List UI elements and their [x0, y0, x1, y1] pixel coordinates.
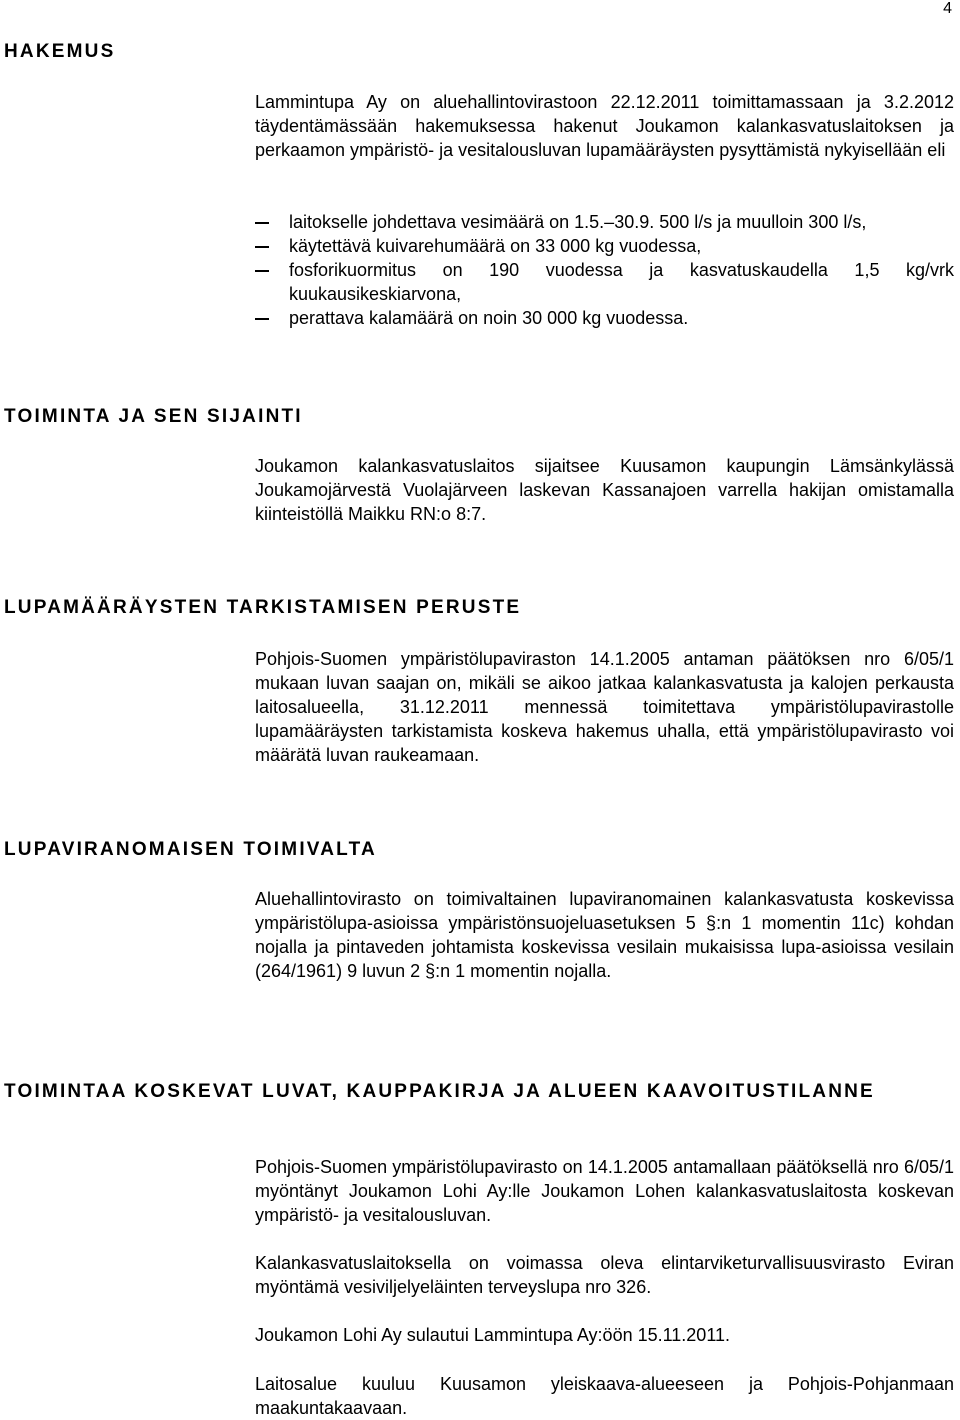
peruste-text: Pohjois-Suomen ympäristölupaviraston 14.1.2005 antaman päätöksen nro 6/05/1 mukaan luvan saajan on, mikäli se aikoo jatkaa kalankasvatusta ja kalojen perkausta laitosalueella, 31.12.2011 mennessä toimitettava ympäristölupavirastolle lupamääräysten tarkistamista koskeva hakemus uhalla, että ympäristölupavirasto voi määrätä luvan raukeamaan.	[255, 649, 954, 765]
heading-toiminta: TOIMINTA JA SEN SIJAINTI	[4, 406, 303, 427]
list-item: perattava kalamäärä on noin 30 000 kg vuodessa.	[255, 306, 954, 330]
toiminta-text: Joukamon kalankasvatuslaitos sijaitsee Kuusamon kaupungin Lämsänkylässä Joukamojärvestä Vuolajärveen laskevan Kassanajoen varrella hakijan omistamalla kiinteistöllä Maikku RN:o 8:7.	[255, 456, 954, 524]
list-item: käytettävä kuivarehumäärä on 33 000 kg vuodessa,	[255, 234, 954, 258]
toimivalta-text: Aluehallintovirasto on toimivaltainen lupaviranomainen kalankasvatusta koskevissa ympäristölupa-asioissa ympäristönsuojeluasetuksen 5 §:n 1 momentin 11c) kohdan nojalla ja pintaveden johtamista koskevissa vesilain mukaisissa lupa-asioissa vesilain (264/1961) 9 luvun 2 §:n 1 momentin nojalla.	[255, 889, 954, 981]
luvat-paragraph-4: Laitosalue kuuluu Kuusamon yleiskaava-alueeseen ja Pohjois-Pohjanmaan maakuntakaavaan.	[255, 1374, 954, 1418]
luvat-paragraph-3: Joukamon Lohi Ay sulautui Lammintupa Ay:öön 15.11.2011.	[255, 1325, 731, 1345]
hakemus-bullet-list	[255, 210, 954, 330]
luvat-paragraph-2: Kalankasvatuslaitoksella on voimassa oleva elintarviketurvallisuusvirasto Eviran myöntämä vesiviljelyeläinten terveyslupa nro 326.	[255, 1253, 954, 1297]
list-item: laitokselle johdettava vesimäärä on 1.5.–30.9. 500 l/s ja muulloin 300 l/s,	[255, 210, 954, 234]
heading-luvat: TOIMINTAA KOSKEVAT LUVAT, KAUPPAKIRJA JA ALUEEN KAAVOITUSTILANNE	[4, 1081, 875, 1102]
luvat-paragraph-1: Pohjois-Suomen ympäristölupavirasto on 14.1.2005 antamallaan päätöksellä nro 6/05/1 myöntänyt Joukamon Lohi Ay:lle Joukamon Lohen kalankasvatuslaitosta koskevan ympäristö- ja vesitalousluvan.	[255, 1157, 954, 1225]
heading-hakemus: HAKEMUS	[4, 41, 116, 62]
heading-toimivalta: LUPAVIRANOMAISEN TOIMIVALTA	[4, 839, 377, 860]
page-number: 4	[943, 0, 952, 17]
hakemus-intro: Lammintupa Ay on aluehallintovirastoon 22.12.2011 toimittamassaan ja 3.2.2012 täydentämässään hakemuksessa hakenut Joukamon kalankasvatuslaitoksen ja perkaamon ympäristö- ja vesitalousluvan lupamääräysten pysyttämistä nykyisellään eli	[255, 92, 954, 160]
list-item: fosforikuormitus on 190 vuodessa ja kasvatuskaudella 1,5 kg/vrk kuukausikeskiarvona,	[255, 258, 954, 306]
heading-peruste: LUPAMÄÄRÄYSTEN TARKISTAMISEN PERUSTE	[4, 597, 522, 618]
